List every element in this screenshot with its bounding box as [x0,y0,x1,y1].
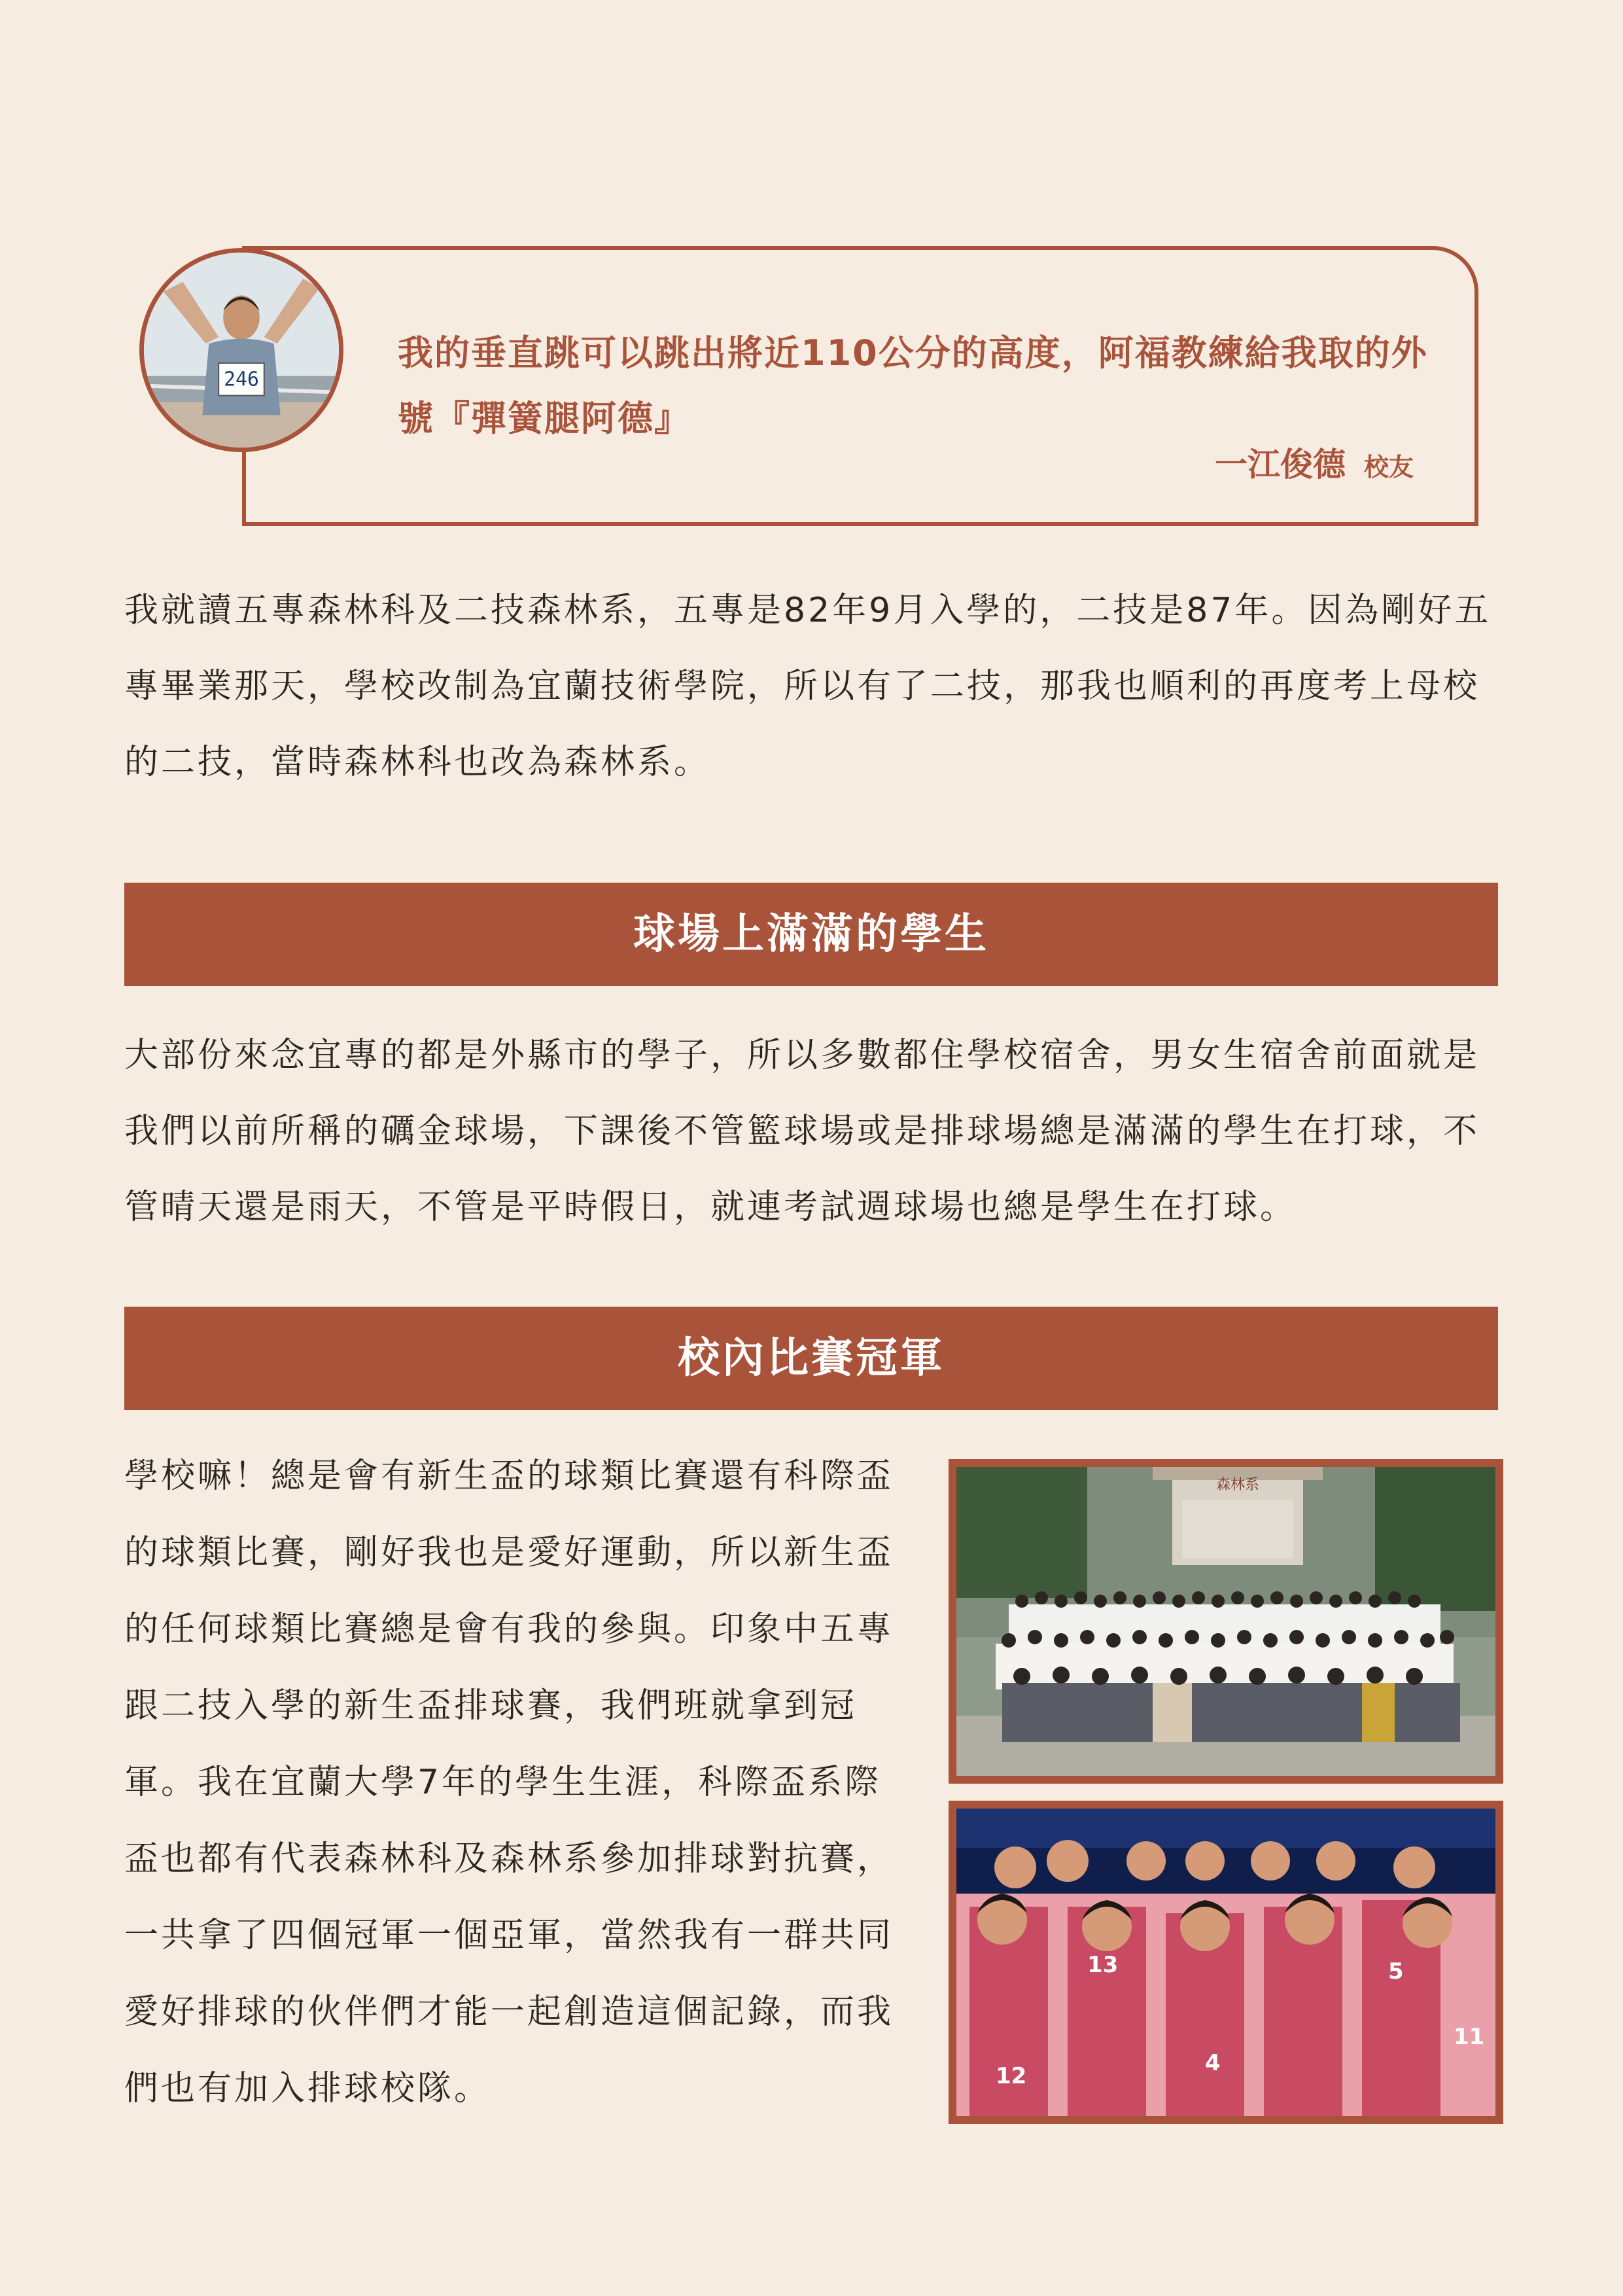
intro-paragraph: 我就讀五專森林科及二技森林系，五專是82年9月入學的，二技是87年。因為剛好五專畢業那天，學校改制為宜蘭技術學院，所以有了二技，那我也順利的再度考上母校的二技，當時森林科也改為森林系。 [124,591,1492,782]
bib-number: 246 [224,368,259,391]
avatar [139,248,343,452]
jersey-number-1: 12 [996,2063,1027,2089]
jersey-number-3: 4 [1205,2050,1221,2076]
section-banner-courts: 球場上滿滿的學生 [124,883,1498,986]
group-photo [949,1459,1503,1784]
author-role: 校友 [1363,453,1414,482]
building-sign: 森林系 [1215,1477,1260,1493]
team-photo [949,1801,1503,2124]
jersey-number-5: 5 [1388,1958,1404,1985]
quote-text: 我的垂直跳可以跳出將近110公分的高度，阿福教練給我取的外號『彈簧腿阿德』 [398,332,1428,439]
jersey-number-2: 13 [1087,1952,1119,1978]
quote-author [1215,438,1414,486]
jersey-number-4: 11 [1454,2024,1485,2050]
section-banner-champions: 校內比賽冠軍 [124,1307,1498,1410]
section-body-champions: 學校嘛！總是會有新生盃的球類比賽還有科際盃的球類比賽，剛好我也是愛好運動，所以新生盃的任何球類比賽總是會有我的參與。印象中五專跟二技入學的新生盃排球賽，我們班就拿到冠軍。我在宜蘭大學7年的學生生涯，科際盃系際盃也都有代表森林科及森林系參加排球對抗賽，一共拿了四個冠軍一個亞軍，當然我有一群共同愛好排球的伙伴們才能一起創造這個記錄，而我們也有加入排球校隊。 [124,1457,894,2108]
author-name: 一江俊德 [1214,446,1346,484]
section-body-courts: 大部份來念宜專的都是外縣市的學子，所以多數都住學校宿舍，男女生宿舍前面就是我們以前所稱的礪金球場，下課後不管籃球場或是排球場總是滿滿的學生在打球，不管晴天還是雨天，不管是平時假日，就連考試週球場也總是學生在打球。 [124,1036,1480,1227]
